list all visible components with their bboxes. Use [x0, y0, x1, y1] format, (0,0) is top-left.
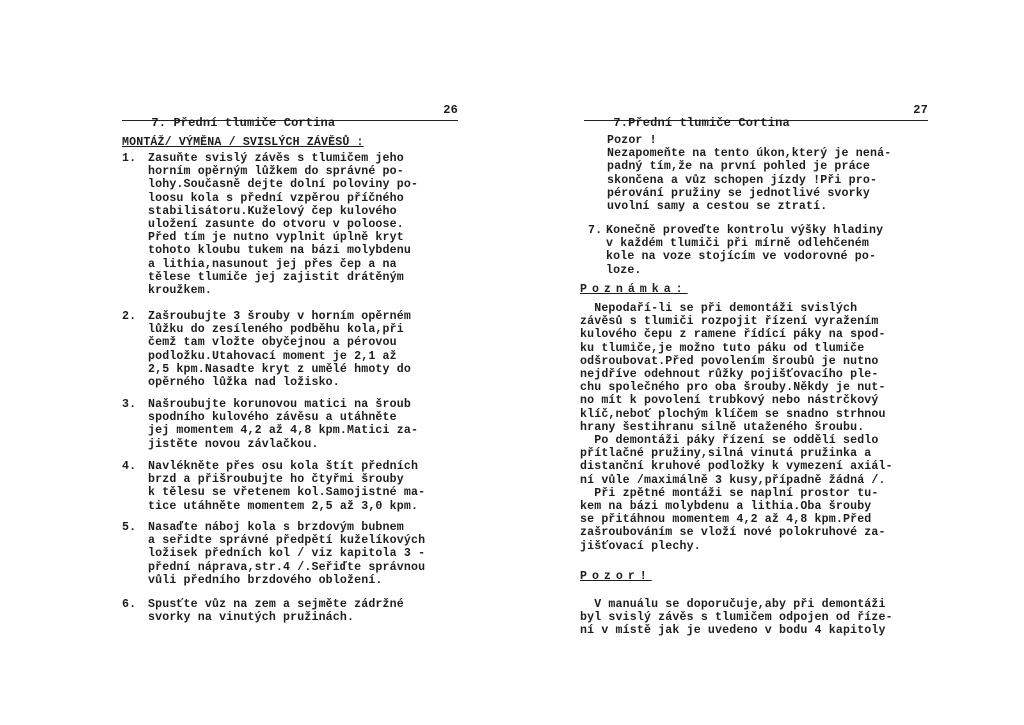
- poznamka-text: Nepodaří-li se při demontáži svislých závěsů s tlumiči rozpojit řízení vyražením kulového čepu z ramene řídící páky na spod- ku tlumiče,je možno tuto páku od tlumiče odšroubovat.Před povolením šroubů je nutno nejdříve odehnout růžky pojišťovacího ple- chu společného pro oba šrouby.Někdy je nut- no mít k povolení trubkový nebo nástrčkový klíč,neboť plochým klíčem se snadno strhnou hrany šestihranu silně utaženého šroubu. Po demontáži páky řízení se oddělí sedlo přítlačné pružiny,silná vinutá pružinka a distanční kruhové podložky k vymezení axiál- ní vůle /maximálně 3 kusy,případně žádná /. Při zpětné montáži se naplní prostor tu- kem na bázi molybdenu a lithia.Oba šrouby se přitáhnou momentem 4,2 až 4,8 kpm.Před zašroubováním se vloží nové polokruhové za- jišťovací plechy.: [580, 302, 893, 553]
- item-text: Nasaďte náboj kola s brzdovým bubnem a seřidte správné předpětí kuželíkových ložisek předních kol / viz kapitola 3 - přední náprava,str.4 /.Seřiďte správnou vůli předního brzdového obložení.: [148, 521, 426, 587]
- item-text: Zašroubujte 3 šrouby v horním opěrném lůžku do zesíleného podběhu kola,při čemž tam vložte obyčejnou a pérovou podložku.Utahovací moment je 2,1 až 2,5 kpm.Nasadte kryt z umělé hmoty do opěrného lůžka nad ložisko.: [148, 310, 411, 390]
- item-number: 4.: [122, 460, 137, 473]
- left-page-header: [122, 103, 458, 131]
- pozor-note: Pozor ! Nezapomeňte na tento úkon,který je nená- padný tím,že na první pohled je práce skončena a vůz schopen jízdy !Při pro- pérování pružiny se jednotlivé svorky uvolní samy a cestou se ztratí.: [607, 134, 892, 214]
- item-number: 5.: [122, 521, 137, 534]
- left-header-title: 7. Přední tlumiče Cortina: [151, 116, 336, 131]
- right-header-title: 7.Přední tlumiče Cortina: [613, 116, 790, 131]
- item-text: Spusťte vůz na zem a sejměte zádržné svorky na vinutých pružinách.: [148, 598, 404, 625]
- item-text: Navlékněte přes osu kola štít předních brzd a přišroubujte ho čtyřmi šrouby k tělesu se vřetenem kol.Samojistné ma- tice utáhněte momentem 2,5 až 3,0 kpm.: [148, 460, 426, 513]
- right-page-header: [584, 103, 928, 131]
- item-text: Zasuňte svislý závěs s tlumičem jeho horním opěrným lůžkem do správné po- lohy.Současně dejte dolní poloviny po- loosu kola s přední vzpěrou příčného stabilisátoru.Kuželový čep kulového uložení zasunte do otvoru v poloose. Před tím je nutno vyplnit úplně kryt tohoto kloubu tukem na bázi molybdenu a lithia,nasunout jej přes čep a na tělese tlumiče jej zajistit drátěným kroužkem.: [148, 152, 419, 298]
- section-title: MONTÁŽ/ VÝMĚNA / SVISLÝCH ZÁVĚSŮ :: [122, 136, 364, 149]
- item-number: 6.: [122, 598, 137, 611]
- item-number: 1.: [122, 152, 137, 165]
- pozor-text: V manuálu se doporučuje,aby při demontáži byl svislý závěs s tlumičem odpojen od říze- ní v místě jak je uvedeno v bodu 4 kapitoly: [580, 598, 893, 638]
- item-text: Našroubujte korunovou matici na šroub spodního kulového závěsu a utáhněte jej momentem 4,2 až 4,8 kpm.Matici za- jistěte novou závlačkou.: [148, 398, 419, 451]
- right-page-number: 27: [913, 103, 928, 117]
- pozor-heading: Pozor!: [580, 570, 652, 583]
- poznamka-heading: Poznámka:: [580, 283, 688, 296]
- left-page-number: 26: [443, 103, 458, 117]
- item-number: 3.: [122, 398, 137, 411]
- item-number: 2.: [122, 310, 137, 323]
- right-page: [512, 0, 1024, 725]
- item-number: 7.: [588, 224, 603, 237]
- item-text: Konečně proveďte kontrolu výšky hladiny v každém tlumiči při mírně odlehčeném kole na voze stojícím ve vodorovné po- loze.: [606, 224, 884, 277]
